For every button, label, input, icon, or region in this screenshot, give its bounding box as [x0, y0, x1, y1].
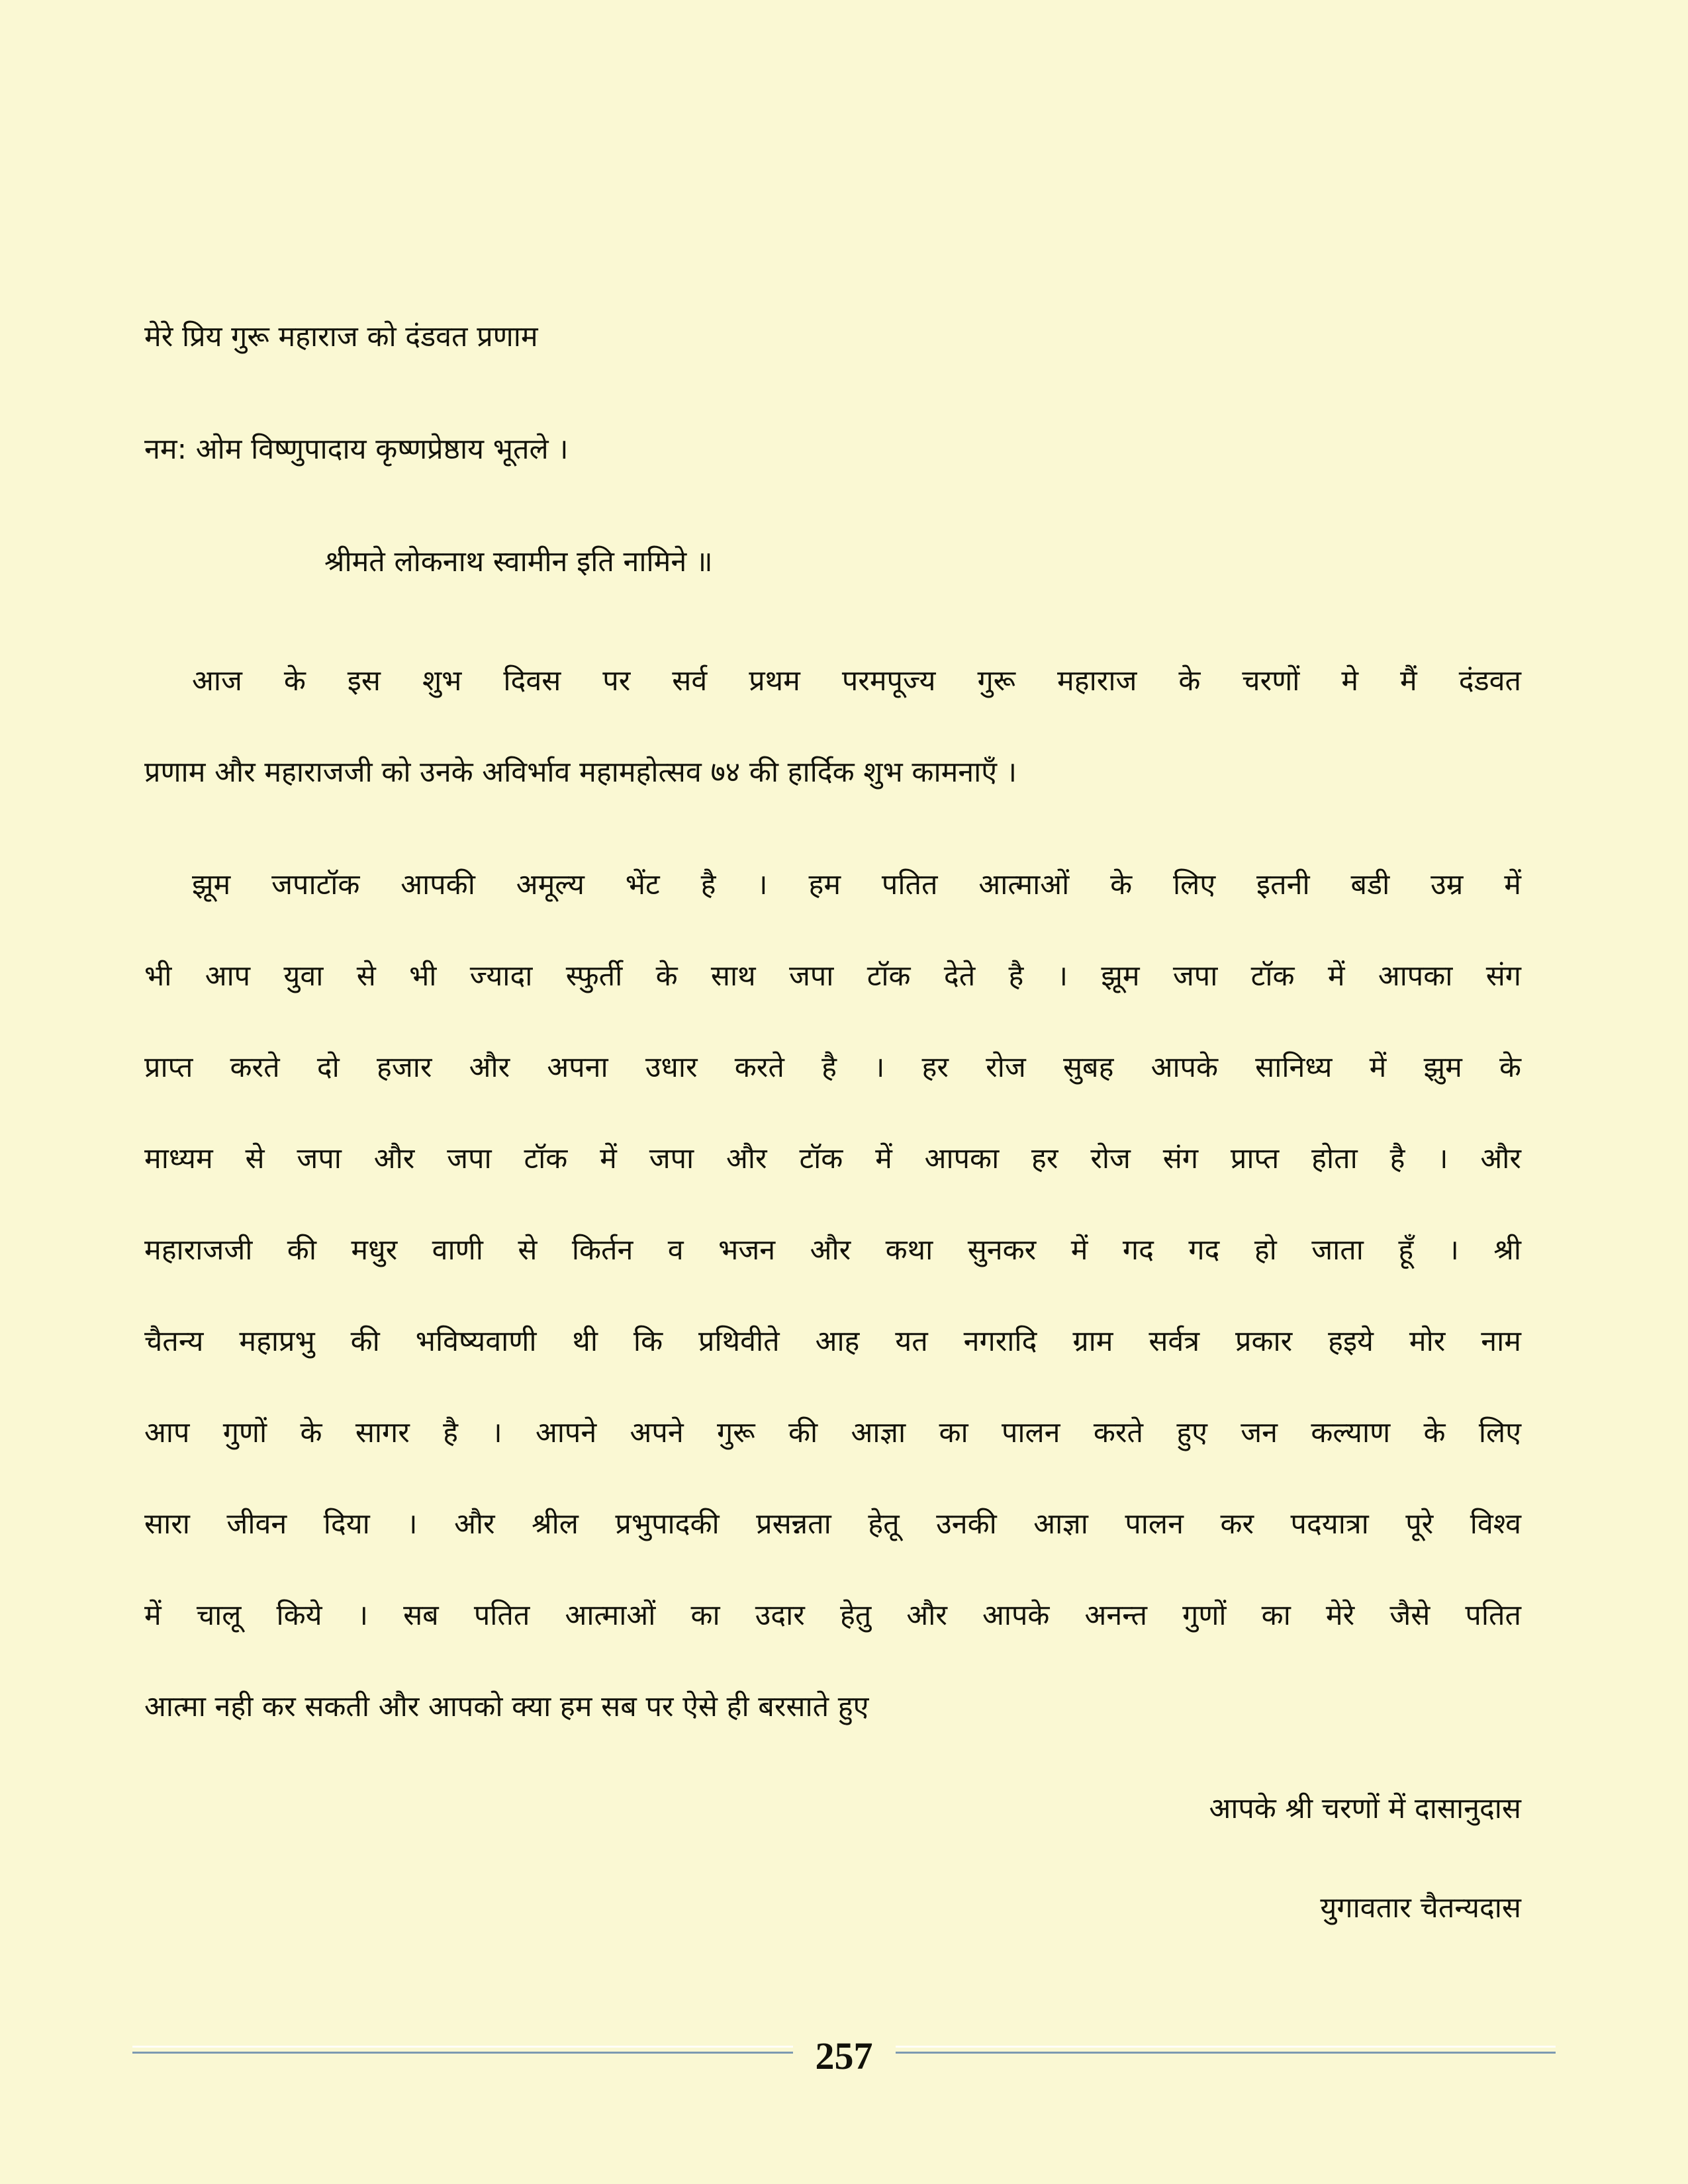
signature-block: [144, 1759, 1521, 1958]
footer-rule-left: [132, 2052, 793, 2054]
footer-rule-right: [896, 2052, 1556, 2054]
body-line: झूम जपाटॉक आपकी अमूल्य भेंट है । हम पतित आत्माओं के लिए इतनी बडी उम्र में: [192, 868, 1521, 901]
body-line: आज के इस शुभ दिवस पर सर्व प्रथम परमपूज्य गुरू महाराज के चरणों मे मैं दंडवत: [192, 664, 1521, 698]
paragraph-2: [144, 839, 1521, 1752]
mantra-line-1: नम: ओम विष्णुपादाय कृष्णप्रेष्ठाय भूतले ।: [144, 433, 569, 466]
body-line: में चालू किये । सब पतित आत्माओं का उदार हेतु और आपके अनन्त गुणों का मेरे जैसे पतित: [144, 1599, 1521, 1632]
body-line: प्राप्त करते दो हजार और अपना उधार करते है । हर रोज सुबह आपके सानिध्य में झुम के: [144, 1051, 1521, 1084]
signature-name: युगावतार चैतन्यदास: [1320, 1891, 1521, 1925]
body-line: आप गुणों के सागर है । आपने अपने गुरू की आज्ञा का पालन करते हुए जन कल्याण के लिए: [144, 1416, 1521, 1449]
body-line: आत्मा नही कर सकती और आपको क्या हम सब पर ऐसे ही बरसाते हुए: [144, 1690, 869, 1723]
body-line: माध्यम से जपा और जपा टॉक में जपा और टॉक में आपका हर रोज संग प्राप्त होता है । और: [144, 1142, 1521, 1175]
body-line: सारा जीवन दिया । और श्रील प्रभुपादकी प्रसन्नता हेतू उनकी आज्ञा पालन कर पदयात्रा पूरे विश्व: [144, 1508, 1521, 1541]
mantra-line-2: श्रीमते लोकनाथ स्वामीन इति नामिने ॥: [324, 545, 713, 578]
body-line: भी आप युवा से भी ज्यादा स्फुर्ती के साथ जपा टॉक देते है । झूम जपा टॉक में आपका संग: [144, 960, 1521, 993]
page-number: 257: [815, 2034, 873, 2077]
page-footer: [132, 2033, 1556, 2077]
signature-salutation: आपके श्री चरणों में दासानुदास: [1209, 1792, 1521, 1825]
body-line: प्रणाम और महाराजजी को उनके अविर्भाव महामहोत्सव ७४ की हार्दिक शुभ कामनाएँ ।: [144, 756, 1017, 789]
letter-body: [144, 291, 1521, 1958]
paragraph-1: [144, 635, 1521, 818]
salutation-line: मेरे प्रिय गुरू महाराज को दंडवत प्रणाम: [144, 320, 538, 353]
body-line: महाराजजी की मधुर वाणी से किर्तन व भजन और कथा सुनकर में गद गद हो जाता हूँ । श्री: [144, 1234, 1521, 1267]
body-line: चैतन्य महाप्रभु की भविष्यवाणी थी कि प्रथिवीते आह यत नगरादि ग्राम सर्वत्र प्रकार हइये मोर नाम: [144, 1325, 1521, 1358]
